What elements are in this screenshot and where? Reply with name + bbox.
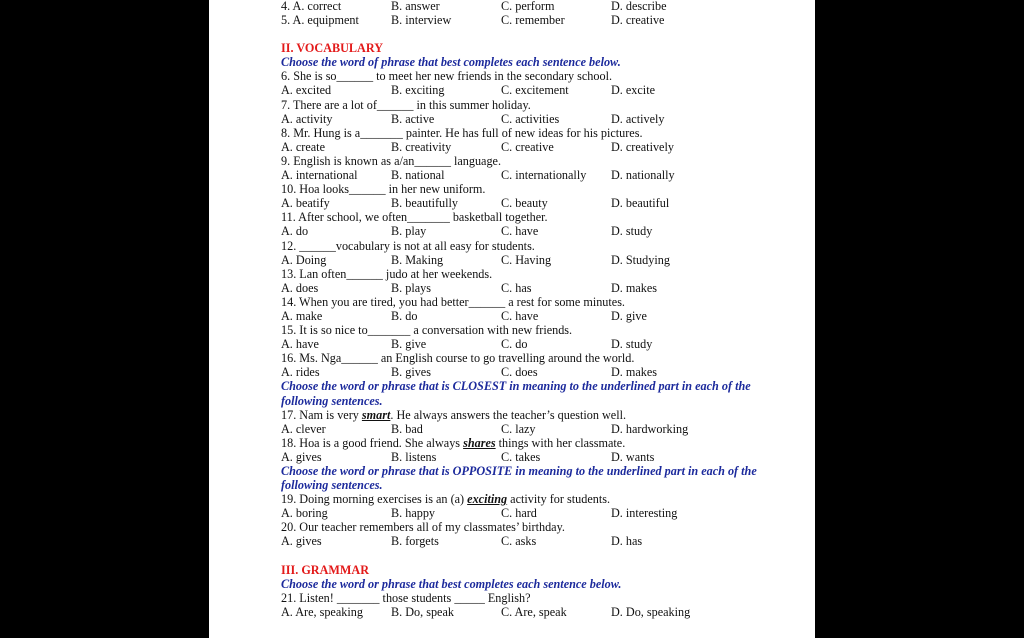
- underlined-word: exciting: [467, 492, 508, 507]
- option: D. actively: [611, 111, 665, 126]
- question-8: 8. Mr. Hung is a_______ painter. He has full of new ideas for his pictures.: [281, 125, 643, 140]
- question-19: [281, 492, 781, 506]
- question-15: 15. It is so nice to_______ a conversation with new friends.: [281, 323, 573, 338]
- option: B. Do, speak: [391, 604, 454, 619]
- option: C. activities: [501, 111, 560, 126]
- question-9: 9. English is known as a/an______ language.: [281, 153, 502, 168]
- option: D. beautiful: [611, 196, 670, 211]
- option: C. excitement: [501, 83, 569, 98]
- document-page: [209, 0, 815, 638]
- option: B. national: [391, 168, 445, 183]
- option: C. asks: [501, 534, 537, 549]
- option: B. listens: [391, 449, 437, 464]
- option: B. beautifully: [391, 196, 459, 211]
- option: C. has: [501, 280, 532, 295]
- option: B. Making: [391, 252, 444, 267]
- question-19-options: [281, 506, 781, 520]
- question-21: 21. Listen! _______ those students _____ English?: [281, 590, 531, 605]
- option: D. give: [611, 308, 647, 323]
- question-20: 20. Our teacher remembers all of my classmates’ birthday.: [281, 520, 565, 535]
- option: D. wants: [611, 449, 655, 464]
- option: D. makes: [611, 280, 658, 295]
- option: B. give: [391, 337, 427, 352]
- option: C. remember: [501, 13, 565, 28]
- instruction: Choose the word or phrase that is OPPOSITE in meaning to the underlined part in each of the following sentences.: [281, 464, 757, 493]
- question-13: 13. Lan often______ judo at her weekends.: [281, 266, 493, 281]
- question-17: [281, 408, 781, 422]
- question-text: 17. Nam is very: [281, 407, 362, 422]
- question-6-options: [281, 83, 781, 97]
- question-11: 11. After school, we often_______ basketball together.: [281, 210, 548, 225]
- option: C. Having: [501, 252, 552, 267]
- question-10-options: [281, 196, 781, 210]
- option: C. Are, speak: [501, 604, 567, 619]
- question-18: [281, 436, 781, 450]
- question-14-options: [281, 309, 781, 323]
- option: D. has: [611, 534, 643, 549]
- option: C. lazy: [501, 421, 536, 436]
- question-text: 18. Hoa is a good friend. She always: [281, 435, 464, 450]
- question-7-options: [281, 112, 781, 126]
- question-11-options: [281, 224, 781, 238]
- document-content: [281, 0, 781, 619]
- option: D. nationally: [611, 168, 675, 183]
- question-10: 10. Hoa looks______ in her new uniform.: [281, 182, 486, 197]
- option: A. rides: [281, 365, 320, 380]
- option: A. beatify: [281, 196, 330, 211]
- option: B. creativity: [391, 139, 452, 154]
- option: D. makes: [611, 365, 658, 380]
- section-heading-vocabulary: II. VOCABULARY: [281, 41, 384, 56]
- option: D. excite: [611, 83, 655, 98]
- option: A. boring: [281, 506, 328, 521]
- option: A. create: [281, 139, 325, 154]
- question-text: activity for students.: [507, 492, 611, 507]
- option: B. forgets: [391, 534, 439, 549]
- option: C. does: [501, 365, 538, 380]
- question-20-options: [281, 534, 781, 548]
- option: D. Studying: [611, 252, 670, 267]
- question-17-options: [281, 422, 781, 436]
- option: B. exciting: [391, 83, 445, 98]
- option: 5. A. equipment: [281, 13, 359, 28]
- option: B. gives: [391, 365, 431, 380]
- question-8-options: [281, 140, 781, 154]
- option: B. interview: [391, 13, 452, 28]
- question-7: 7. There are a lot of______ in this summer holiday.: [281, 97, 531, 112]
- option: C. do: [501, 337, 528, 352]
- option: A. make: [281, 308, 323, 323]
- option: B. active: [391, 111, 435, 126]
- instruction: Choose the word or phrase that is CLOSEST in meaning to the underlined part in each of the following sentences.: [281, 379, 751, 408]
- question-4-options: [281, 0, 781, 13]
- option: A. Are, speaking: [281, 604, 363, 619]
- option: C. creative: [501, 139, 554, 154]
- question-text: 19. Doing morning exercises is an (a): [281, 492, 468, 507]
- option: C. takes: [501, 449, 541, 464]
- option: A. do: [281, 224, 309, 239]
- option: C. have: [501, 308, 539, 323]
- instruction: Choose the word of phrase that best completes each sentence below.: [281, 55, 621, 70]
- question-9-options: [281, 168, 781, 182]
- option: A. gives: [281, 534, 322, 549]
- option: D. describe: [611, 0, 667, 13]
- question-12-options: [281, 253, 781, 267]
- option: C. perform: [501, 0, 555, 13]
- option: D. creative: [611, 13, 665, 28]
- option: A. gives: [281, 449, 322, 464]
- option: C. have: [501, 224, 539, 239]
- question-18-options: [281, 450, 781, 464]
- underlined-word: shares: [463, 435, 496, 450]
- option: A. international: [281, 168, 358, 183]
- option: A. clever: [281, 421, 326, 436]
- question-14: 14. When you are tired, you had better______ a rest for some minutes.: [281, 294, 625, 309]
- question-16: 16. Ms. Nga______ an English course to go travelling around the world.: [281, 351, 635, 366]
- option: B. happy: [391, 506, 436, 521]
- section-heading-grammar: III. GRAMMAR: [281, 562, 370, 577]
- question-text: things with her classmate.: [495, 435, 626, 450]
- question-text: . He always answers the teacher’s question well.: [390, 407, 627, 422]
- option: A. does: [281, 280, 319, 295]
- option: C. hard: [501, 506, 537, 521]
- option: A. Doing: [281, 252, 327, 267]
- option: D. interesting: [611, 506, 678, 521]
- question-21-options: [281, 605, 781, 619]
- instruction: Choose the word or phrase that best completes each sentence below.: [281, 576, 622, 591]
- option: B. do: [391, 308, 418, 323]
- option: D. Do, speaking: [611, 604, 691, 619]
- option: A. have: [281, 337, 319, 352]
- option: B. bad: [391, 421, 423, 436]
- question-15-options: [281, 337, 781, 351]
- option: B. answer: [391, 0, 440, 13]
- option: B. plays: [391, 280, 431, 295]
- option: D. hardworking: [611, 421, 689, 436]
- question-12: 12. ______vocabulary is not at all easy for students.: [281, 238, 535, 253]
- option: 4. A. correct: [281, 0, 342, 13]
- question-6: 6. She is so______ to meet her new friends in the secondary school.: [281, 69, 613, 84]
- underlined-word: smart: [361, 407, 391, 422]
- option: A. activity: [281, 111, 333, 126]
- option: D. creatively: [611, 139, 674, 154]
- option: A. excited: [281, 83, 332, 98]
- option: B. play: [391, 224, 427, 239]
- option: C. beauty: [501, 196, 548, 211]
- option: C. internationally: [501, 168, 587, 183]
- option: D. study: [611, 337, 653, 352]
- question-13-options: [281, 281, 781, 295]
- question-5-options: [281, 13, 781, 27]
- option: D. study: [611, 224, 653, 239]
- question-16-options: [281, 365, 781, 379]
